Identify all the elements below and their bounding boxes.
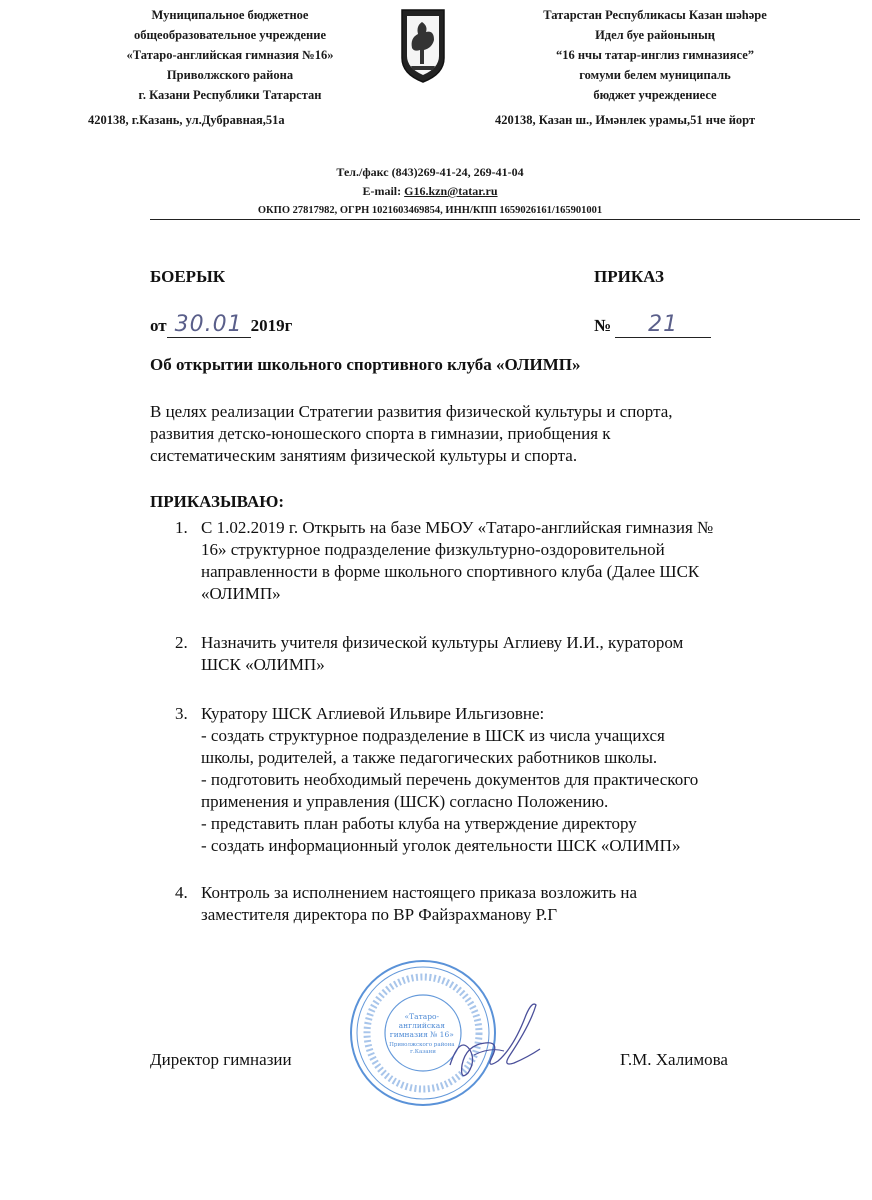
handwritten-signature — [440, 995, 550, 1085]
signature-position: Директор гимназии — [150, 1050, 292, 1069]
header-right-line: гомуми белем муниципаль — [579, 68, 731, 82]
header-left-line: Муниципальное бюджетное — [151, 8, 309, 22]
intro-paragraph — [150, 401, 830, 467]
item-line: Назначить учителя физической культуры Аглиеву И.И., куратором — [201, 633, 684, 652]
header-left-line: г. Казани Республики Татарстан — [138, 88, 322, 102]
order-item-1 — [175, 517, 855, 605]
order-word: ПРИКАЗЫВАЮ: — [150, 492, 285, 511]
intro-line: систематическим занятиям физической культуры и спорта. — [150, 446, 578, 465]
order-item-2 — [175, 632, 855, 676]
number-handwritten: 21 — [615, 312, 711, 338]
header-right-address: 420138, Казан ш., Имәнлек урамы,51 нче йорт — [495, 113, 756, 127]
item-line: - представить план работы клуба на утверждение директору — [201, 814, 637, 833]
header-right-block — [515, 5, 795, 105]
item-line: ШСК «ОЛИМП» — [201, 655, 325, 674]
item-line: - создать структурное подразделение в ШСК из числа учащихся — [201, 726, 665, 745]
header-right-line: “16 нчы татар-инглиз гимназиясе” — [555, 48, 755, 62]
date-prefix: от — [150, 316, 167, 335]
item-line: Контроль за исполнением настоящего приказа возложить на — [201, 883, 638, 902]
stamp-line: г.Казани — [410, 1049, 436, 1055]
contacts-block — [150, 163, 710, 220]
order-date — [150, 312, 292, 338]
item-line: - создать информационный уголок деятельности ШСК «ОЛИМП» — [201, 836, 681, 855]
header-right-line: Татарстан Республикасы Казан шәһәре — [543, 8, 767, 22]
item-line: 16» структурное подразделение физкультурно-оздоровительной — [201, 540, 665, 559]
item-line: применения и управления (ШСК) согласно Положению. — [201, 792, 609, 811]
doc-heading-tatar: БОЕРЫК — [150, 267, 226, 286]
stamp-line: Приволжского района — [389, 1042, 455, 1048]
registry-codes: ОКПО 27817982, ОГРН 1021603469854, ИНН/КПП 1659026161/165901001 — [257, 205, 603, 216]
header-divider — [150, 219, 860, 220]
item-line: «ОЛИМП» — [201, 584, 281, 603]
intro-line: В целях реализации Стратегии развития физической культуры и спорта, — [150, 402, 673, 421]
item-number: 2. — [175, 633, 188, 652]
email-link[interactable]: G16.kzn@tatar.ru — [404, 184, 498, 198]
header-left-address: 420138, г.Казань, ул.Дубравная,51а — [88, 113, 285, 127]
item-line: направленности в форме школьного спортивного клуба (Далее ШСК — [201, 562, 700, 581]
header-left-block — [95, 5, 365, 105]
date-suffix: 2019г — [250, 316, 293, 335]
stamp-line: «Татаро- — [404, 1012, 440, 1021]
signature-name: Г.М. Халимова — [620, 1050, 728, 1069]
item-line: Куратору ШСК Аглиевой Ильвире Ильгизовне: — [201, 704, 545, 723]
coat-of-arms-emblem — [398, 8, 448, 84]
phone-fax: Тел./факс (843)269-41-24, 269-41-04 — [336, 165, 524, 179]
item-number: 1. — [175, 518, 188, 537]
order-item-3 — [175, 703, 855, 857]
item-line: школы, родителей, а также педагогических работников школы. — [201, 748, 658, 767]
date-handwritten: 30.01 — [167, 312, 251, 338]
header-right-line: бюджет учреждениесе — [593, 88, 717, 102]
number-prefix: № — [594, 316, 612, 335]
header-left-line: Приволжского района — [166, 68, 294, 82]
doc-heading-russian: ПРИКАЗ — [594, 267, 664, 286]
stamp-line: английская — [398, 1021, 445, 1030]
header-left-line: «Татаро-английская гимназия №16» — [126, 48, 334, 62]
header-right-line: Идел буе районының — [595, 28, 715, 42]
item-line: - подготовить необходимый перечень документов для практического — [201, 770, 699, 789]
order-title: Об открытии школьного спортивного клуба «ОЛИМП» — [150, 355, 581, 374]
order-item-4 — [175, 882, 855, 926]
item-line: С 1.02.2019 г. Открыть на базе МБОУ «Татаро-английская гимназия № — [201, 518, 714, 537]
order-number — [594, 312, 711, 338]
item-line: заместителя директора по ВР Файзрахманову Р.Г — [201, 905, 558, 924]
email-label: E-mail: — [362, 184, 405, 198]
item-number: 3. — [175, 704, 188, 723]
item-number: 4. — [175, 883, 188, 902]
email-line — [150, 182, 710, 201]
stamp-line: гимназия № 16» — [389, 1030, 454, 1039]
header-left-line: общеобразовательное учреждение — [134, 28, 326, 42]
intro-line: развития детско-юношеского спорта в гимназии, приобщения к — [150, 424, 611, 443]
